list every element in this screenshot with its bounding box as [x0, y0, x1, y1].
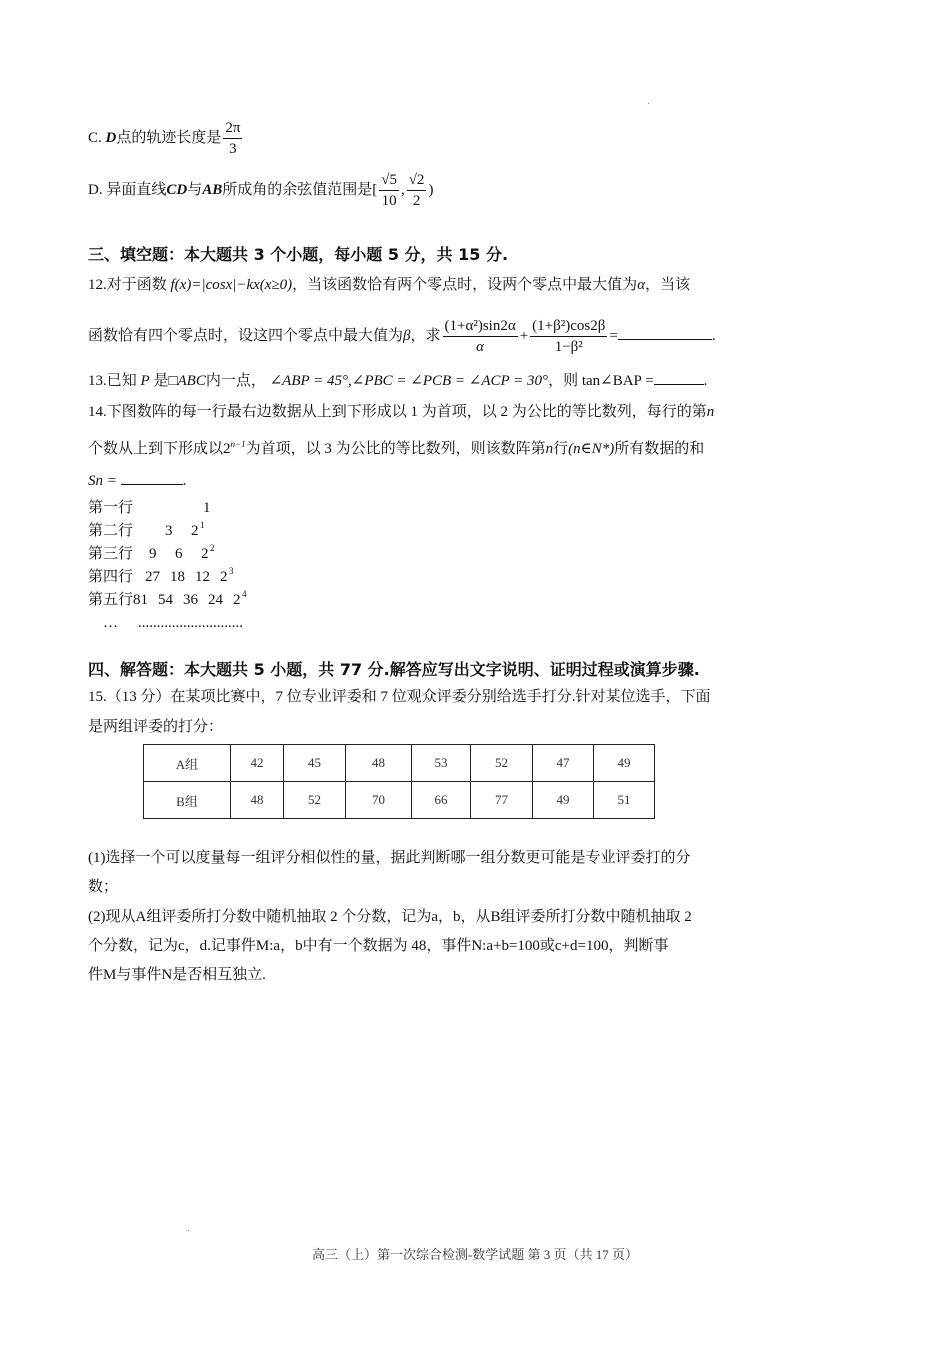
text: 12.对于函数 [88, 277, 167, 293]
option-text: 点的轨迹长度是 [116, 129, 222, 146]
math-var: α [637, 277, 646, 293]
array-power: 2 [201, 546, 209, 562]
score-cell: 77 [471, 782, 533, 819]
text: 行 [553, 441, 569, 457]
answer-blank[interactable] [121, 470, 183, 485]
exponent: 2 [210, 543, 215, 553]
score-cell: 70 [346, 782, 412, 819]
option-text: D. 异面直线 [88, 181, 167, 198]
q15-part1-line1: (1)选择一个可以度量每一组评分相似性的量，据此判断哪一组分数更可能是专业评委打的分 [88, 850, 691, 866]
table-row [144, 782, 655, 819]
numerator: √5 [379, 170, 399, 191]
period: . [182, 473, 187, 489]
array-number: 12 [195, 569, 210, 585]
row-label: 第三行 [88, 546, 134, 562]
math-expr: f(x)=|cosx|−kx(x≥0) [170, 277, 293, 293]
operator: + [519, 327, 529, 344]
score-cell: 51 [594, 782, 655, 819]
q15-line2: 是两组评委的打分： [88, 719, 224, 735]
denominator: α [476, 339, 485, 355]
q14-line2 [88, 434, 704, 459]
q15-part2-line3: 件M与事件N是否相互独立. [88, 967, 266, 983]
numerator: (1+β²)cos2β [530, 316, 607, 337]
row-label: 第四行 [88, 569, 134, 585]
text: 内一点， [205, 373, 266, 389]
array-number: 1 [203, 500, 211, 516]
fraction [530, 316, 607, 357]
row-label: 第二行 [88, 523, 134, 539]
text: 个数从上到下形成以 [88, 441, 224, 457]
section-3-heading: 三、填空题：本大题共 3 个小题，每小题 5 分，共 15 分. [88, 245, 509, 264]
scan-speck [648, 103, 649, 104]
page-footer: 高三（上）第一次综合检测-数学试题 第 3 页（共 17 页） [311, 1247, 639, 1262]
period: . [703, 373, 708, 389]
array-power: 2 [191, 523, 199, 539]
denominator: 10 [381, 193, 397, 209]
q15-line1: 15.（13 分）在某项比赛中，7 位专业评委和 7 位观众评委分别给选手打分.针对某位选手，下面 [88, 689, 711, 705]
period: . [711, 327, 716, 344]
text: 13.已知 [88, 373, 137, 389]
answer-blank[interactable] [654, 370, 704, 385]
text: 为首项，以 3 为公比的等比数列，则该数阵第 [245, 441, 546, 457]
math-var: n [706, 404, 715, 420]
q14-line3 [88, 470, 186, 491]
text: 14.下图数阵的每一行最右边数据从上到下形成以 1 为首项，以 2 为公比的等比数列，每行的第 [88, 404, 707, 420]
array-power: 2 [233, 592, 241, 608]
score-cell: 52 [471, 745, 533, 782]
table-row [144, 745, 655, 782]
score-cell: 52 [284, 782, 346, 819]
q12-line2 [88, 316, 716, 357]
array-number: 27 [145, 569, 160, 585]
math-expr: ∠ABP = 45°,∠PBC = ∠PCB = ∠ACP = 30° [269, 373, 549, 389]
score-cell: 48 [231, 782, 284, 819]
row-label: A组 [144, 745, 231, 782]
array-number: 6 [175, 546, 183, 562]
operator: = [609, 327, 618, 344]
array-power: 2 [220, 569, 228, 585]
row-label: 第五行 [88, 592, 134, 608]
q15-part1-line2: 数； [88, 879, 119, 895]
option-c [88, 118, 244, 159]
exponent: 1 [200, 520, 205, 530]
numerator: 2π [223, 118, 242, 139]
math-var: n [545, 441, 554, 457]
score-cell: 47 [533, 745, 594, 782]
fraction [443, 316, 518, 357]
text: ，求 [410, 327, 441, 344]
array-number: 81 [133, 592, 148, 608]
q12-line1 [88, 275, 690, 295]
scan-speck [188, 1230, 189, 1231]
array-number: 18 [170, 569, 185, 585]
math-exponent: n−1 [230, 439, 246, 449]
score-cell: 49 [594, 745, 655, 782]
option-label: C. [88, 129, 106, 146]
option-text: 与 [187, 181, 203, 198]
array-number: 24 [208, 592, 223, 608]
array-number: 36 [183, 592, 198, 608]
q14-line1 [88, 402, 714, 422]
text: 所有数据的和 [614, 441, 705, 457]
score-table [143, 744, 655, 819]
fraction [223, 118, 242, 159]
array-number: 9 [149, 546, 157, 562]
math-expr: (n∈N*) [568, 441, 615, 457]
q13 [88, 370, 707, 391]
option-d [88, 170, 433, 211]
score-cell: 49 [533, 782, 594, 819]
row-label: B组 [144, 782, 231, 819]
denominator: 3 [229, 141, 237, 157]
bracket: ) [428, 181, 434, 198]
text: ，当该 [645, 277, 691, 293]
math-var: D [105, 129, 117, 146]
score-cell: 42 [231, 745, 284, 782]
option-text: 所成角的余弦值范围是[ [222, 181, 378, 198]
math-expr: □ABC [168, 373, 206, 389]
math-base: 2 [223, 441, 231, 457]
text: ，则 [548, 373, 579, 389]
q15-part2-line2: 个分数，记为c，d.记事件M:a，b中有一个数据为 48，事件N:a+b=100或c+d=100，判断事 [88, 938, 669, 954]
score-cell: 53 [412, 745, 471, 782]
denominator: 1−β² [554, 339, 583, 355]
dotted-continuation: ............................ [138, 615, 243, 631]
numerator: √2 [407, 170, 427, 191]
text: 函数恰有四个零点时，设这四个零点中最大值为 [88, 327, 404, 344]
row-label: 第一行 [88, 500, 134, 516]
score-cell: 45 [284, 745, 346, 782]
score-cell: 48 [346, 745, 412, 782]
exponent: 3 [229, 566, 234, 576]
answer-blank[interactable] [618, 325, 712, 340]
math-expr: tan∠BAP = [581, 373, 654, 389]
fraction [379, 170, 399, 211]
math-expr: Sn = [88, 473, 117, 489]
math-var: AB [202, 181, 223, 198]
section-4-heading: 四、解答题：本大题共 5 小题，共 77 分.解答应写出文字说明、证明过程或演算步骤. [88, 660, 700, 679]
math-var: P [140, 373, 150, 389]
text: 是 [153, 373, 169, 389]
fraction [407, 170, 427, 211]
array-number: 3 [165, 523, 173, 539]
q15-part2-line1: (2)现从A组评委所打分数中随机抽取 2 个分数，记为a，b，从B组评委所打分数中随机抽取 2 [88, 909, 692, 925]
text: ，当该函数恰有两个零点时，设两个零点中最大值为 [292, 277, 638, 293]
math-var: β [403, 327, 411, 344]
numerator: (1+α²)sin2α [443, 316, 518, 337]
score-cell: 66 [412, 782, 471, 819]
math-var: CD [166, 181, 188, 198]
exponent: 4 [242, 589, 247, 599]
ellipsis: … [103, 615, 118, 631]
denominator: 2 [412, 193, 421, 209]
array-number: 54 [158, 592, 173, 608]
comma: , [400, 181, 405, 198]
